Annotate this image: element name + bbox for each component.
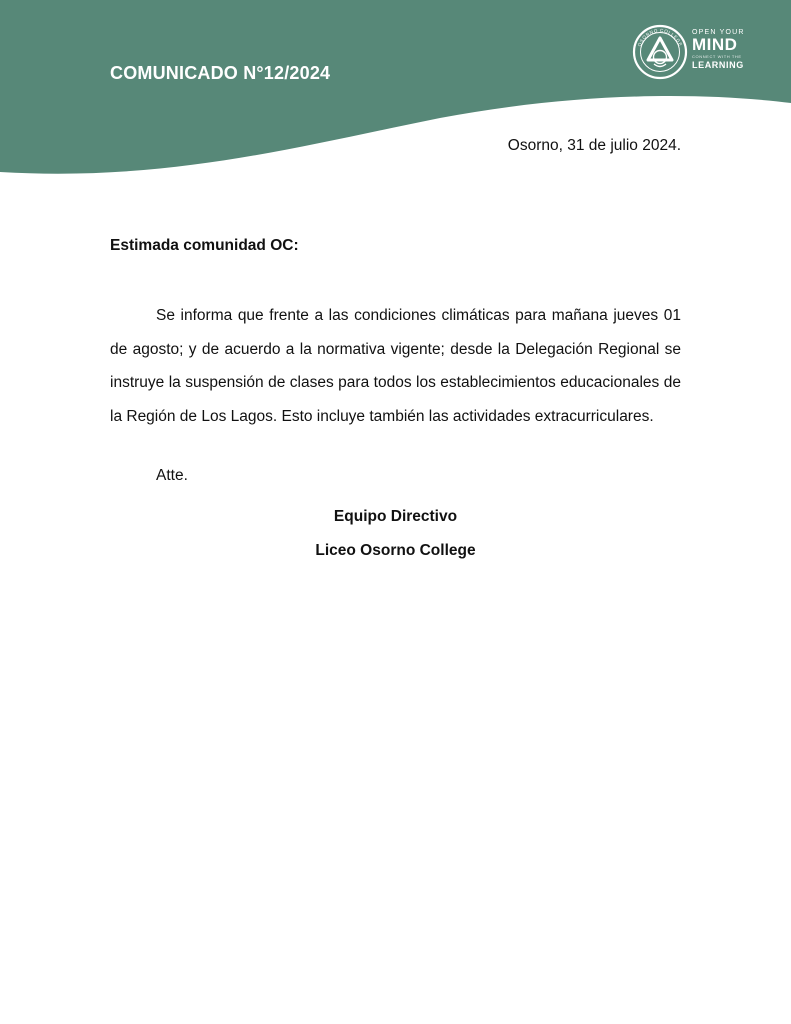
school-logo bbox=[632, 24, 762, 80]
logo-tagline-top: OPEN YOUR bbox=[692, 29, 745, 36]
logo-tagline-main: MIND bbox=[692, 35, 738, 54]
letter-greeting: Estimada comunidad OC: bbox=[110, 237, 299, 254]
logo-tagline-bottom: LEARNING bbox=[692, 60, 744, 70]
signature-team: Equipo Directivo bbox=[333, 508, 458, 525]
svg-text:OSORNO COLLEGE: OSORNO COLLEGE bbox=[636, 27, 684, 48]
letter-body: Se informa que frente a las condiciones climáticas para mañana jueves 01 de agosto; y de acuerdo a la normativa vigente; desde la Delegación Regional se instruye la suspensión de clases para todos los establecimientos educacionales de la Región de Los Lagos. Esto incluye también las actividades extracurriculares. bbox=[110, 307, 681, 425]
letter-signature bbox=[110, 500, 681, 567]
letter-closing: Atte. bbox=[156, 467, 188, 484]
logo-tagline-middle: CONNECT WITH THE bbox=[692, 54, 742, 59]
letter-date: Osorno, 31 de julio 2024. bbox=[507, 137, 681, 154]
document-title: COMUNICADO N°12/2024 bbox=[110, 63, 331, 83]
signature-school: Liceo Osorno College bbox=[315, 541, 476, 559]
osorno-college-seal-icon bbox=[632, 24, 688, 80]
